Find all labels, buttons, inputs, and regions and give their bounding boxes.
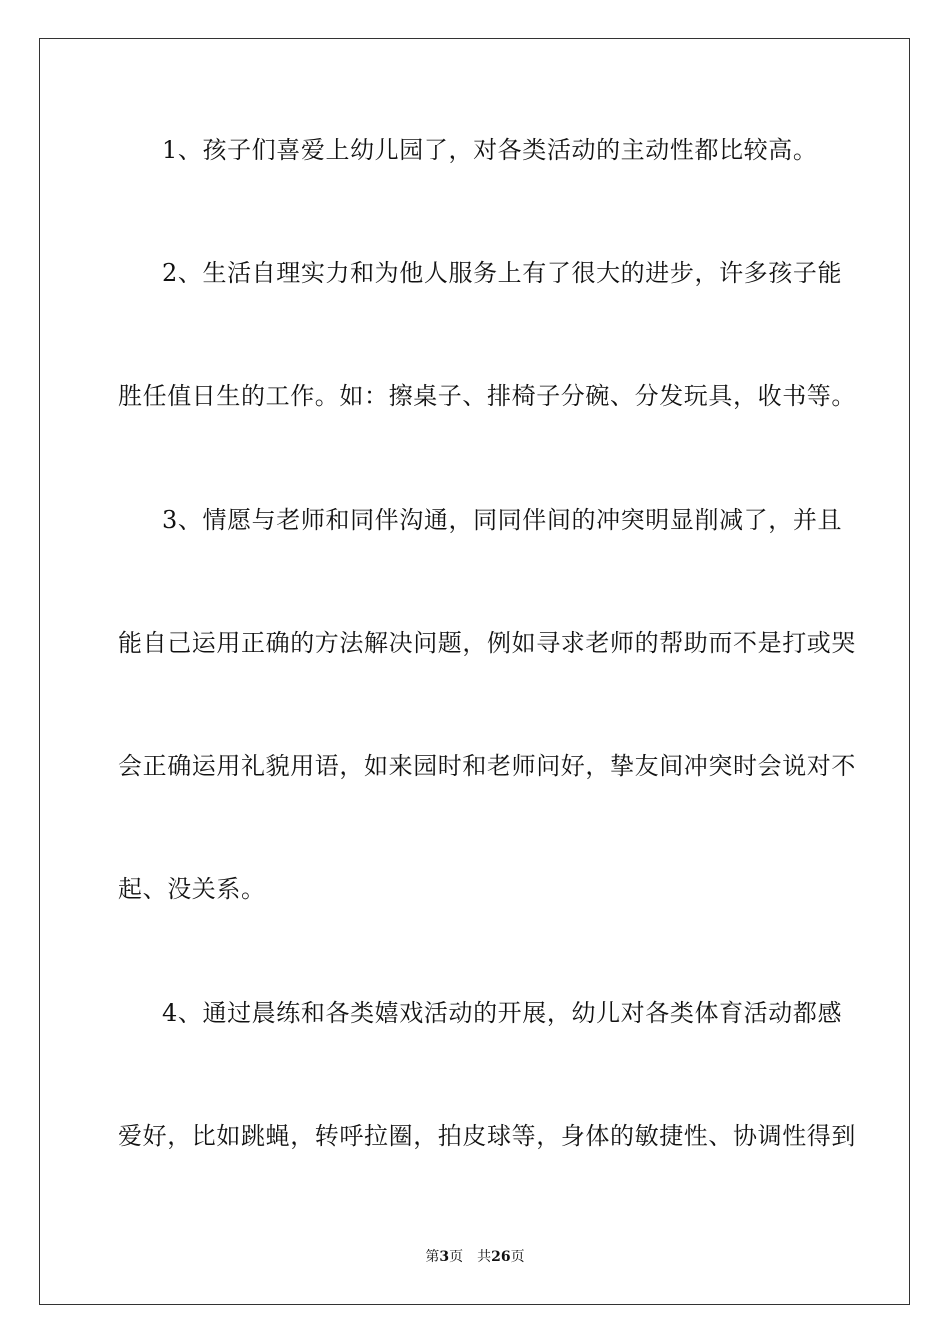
paragraph-3-line-4: 起、没关系。: [118, 875, 266, 903]
paragraph-2-line-1: 2、生活自理实力和为他人服务上有了很大的进步，许多孩子能: [162, 259, 843, 287]
paragraph-3-line-1: 3、情愿与老师和同伴沟通，同同伴间的冲突明显削减了，并且: [162, 506, 843, 534]
paragraph-4-line-2: 爱好，比如跳蝇，转呼拉圈，拍皮球等，身体的敏捷性、协调性得到: [118, 1122, 856, 1150]
page-footer: [0, 1248, 950, 1266]
paragraph-3-line-3: 会正确运用礼貌用语，如来园时和老师问好，挚友间冲突时会说对不: [118, 752, 856, 780]
paragraph-1-line-1: 1、孩子们喜爱上幼儿园了，对各类活动的主动性都比较高。: [162, 136, 818, 164]
total-suffix: 页: [510, 1249, 525, 1265]
total-prefix: 共: [477, 1249, 492, 1265]
page-border: [39, 38, 910, 1305]
page-suffix: 页: [449, 1249, 464, 1265]
page-prefix: 第: [425, 1249, 440, 1265]
total-pages: 26: [491, 1249, 511, 1265]
paragraph-3-line-2: 能自己运用正确的方法解决问题，例如寻求老师的帮助而不是打或哭: [118, 629, 856, 657]
page-number: 3: [439, 1249, 450, 1265]
paragraph-4-line-1: 4、通过晨练和各类嬉戏活动的开展，幼儿对各类体育活动都感: [162, 999, 843, 1027]
paragraph-2-line-2: 胜任值日生的工作。如：擦桌子、排椅子分碗、分发玩具，收书等。: [118, 382, 856, 410]
